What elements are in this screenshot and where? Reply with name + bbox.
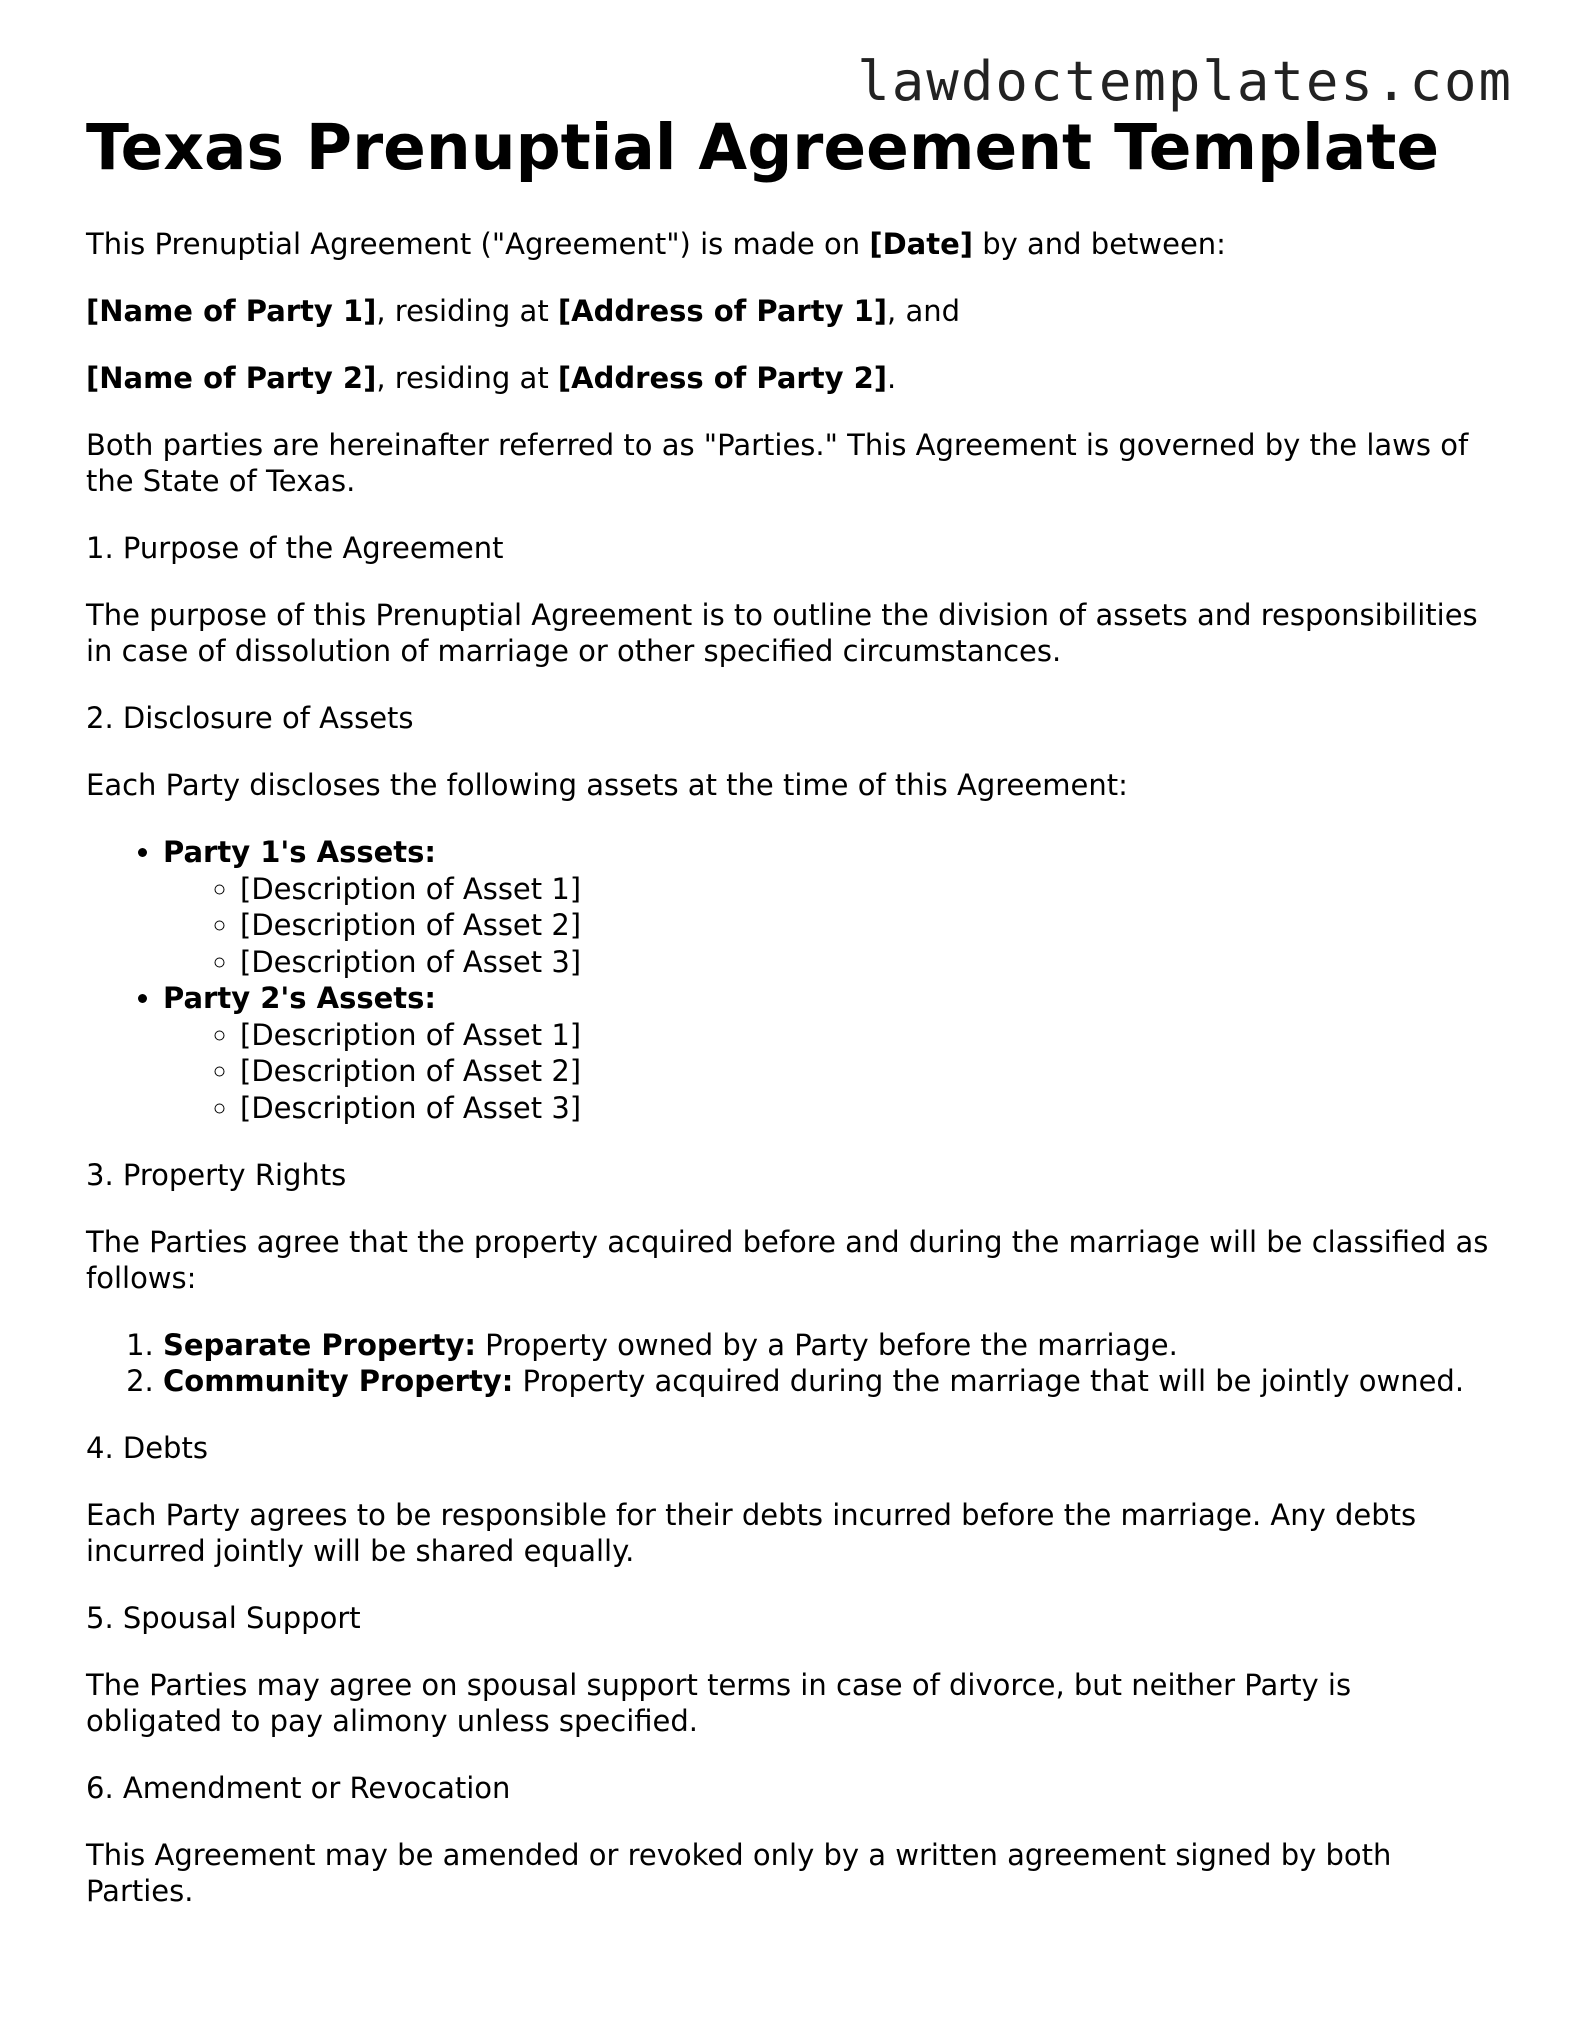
- party-1-address: [Address of Party 1]: [557, 294, 888, 328]
- party-1-assets-label: Party 1's Assets:: [163, 835, 436, 869]
- asset-item: ◦ [Description of Asset 2]: [240, 907, 1496, 944]
- party-2-assets-item: [163, 980, 1496, 1126]
- party-1-assets-sublist: [163, 871, 1496, 981]
- property-type-item: [163, 1363, 1496, 1399]
- watermark: lawdoctemplates.com: [857, 50, 1513, 113]
- party-1-line: [86, 293, 1496, 329]
- asset-item: ◦ [Description of Asset 1]: [240, 871, 1496, 908]
- date-placeholder: [Date]: [869, 227, 973, 261]
- party-1-residing: , residing at: [376, 294, 558, 328]
- section-text-disclosure: Each Party discloses the following assets at the time of this Agreement:: [86, 768, 1128, 802]
- party-2-line: [86, 360, 1496, 396]
- assets-list: [86, 834, 1496, 1126]
- section-heading-disclosure: 2. Disclosure of Assets: [86, 701, 414, 735]
- party-2-suffix: .: [887, 361, 897, 395]
- asset-item: ◦ [Description of Asset 3]: [240, 944, 1496, 981]
- party-2-assets-label: Party 2's Assets:: [163, 981, 436, 1015]
- party-2-residing: , residing at: [376, 361, 558, 395]
- party-1-assets-item: [163, 834, 1496, 980]
- property-type-text: Property acquired during the marriage that will be jointly owned.: [513, 1364, 1465, 1398]
- document-page: [86, 104, 1496, 1940]
- property-types-list: [86, 1327, 1496, 1399]
- property-type-label: Separate Property:: [163, 1328, 476, 1362]
- intro-paragraph: [86, 226, 1496, 262]
- property-type-item: [163, 1327, 1496, 1363]
- asset-item: ◦ [Description of Asset 3]: [240, 1090, 1496, 1127]
- section-text-property: The Parties agree that the property acquired before and during the marriage will be classified as follows:: [86, 1225, 1489, 1295]
- intro-suffix: by and between:: [973, 227, 1226, 261]
- section-heading-amendment: 6. Amendment or Revocation: [86, 1771, 511, 1805]
- section-text-support: The Parties may agree on spousal support terms in case of divorce, but neither Party is obligated to pay alimony unless specified.: [86, 1668, 1352, 1738]
- section-text-debts: Each Party agrees to be responsible for their debts incurred before the marriage. Any debts incurred jointly will be shared equally.: [86, 1498, 1417, 1568]
- section-heading-purpose: 1. Purpose of the Agreement: [86, 531, 504, 565]
- party-2-address: [Address of Party 2]: [557, 361, 888, 395]
- party-2-name: [Name of Party 2]: [86, 361, 377, 395]
- property-type-label: Community Property:: [163, 1364, 514, 1398]
- document-title: Texas Prenuptial Agreement Template: [86, 111, 1440, 184]
- parties-definition: Both parties are hereinafter referred to as "Parties." This Agreement is governed by the laws of the State of Texas.: [86, 428, 1469, 498]
- asset-item: ◦ [Description of Asset 2]: [240, 1053, 1496, 1090]
- section-heading-debts: 4. Debts: [86, 1431, 208, 1465]
- section-text-amendment: This Agreement may be amended or revoked only by a written agreement signed by both Parties.: [86, 1838, 1392, 1908]
- asset-item: ◦ [Description of Asset 1]: [240, 1017, 1496, 1054]
- section-heading-support: 5. Spousal Support: [86, 1601, 361, 1635]
- party-1-name: [Name of Party 1]: [86, 294, 377, 328]
- party-1-suffix: , and: [887, 294, 961, 328]
- section-heading-property: 3. Property Rights: [86, 1158, 347, 1192]
- property-type-text: Property owned by a Party before the marriage.: [475, 1328, 1178, 1362]
- section-text-purpose: The purpose of this Prenuptial Agreement is to outline the division of assets and responsibilities in case of dissolution of marriage or other specified circumstances.: [86, 598, 1478, 668]
- intro-prefix: This Prenuptial Agreement ("Agreement") is made on: [86, 227, 870, 261]
- party-2-assets-sublist: [163, 1017, 1496, 1127]
